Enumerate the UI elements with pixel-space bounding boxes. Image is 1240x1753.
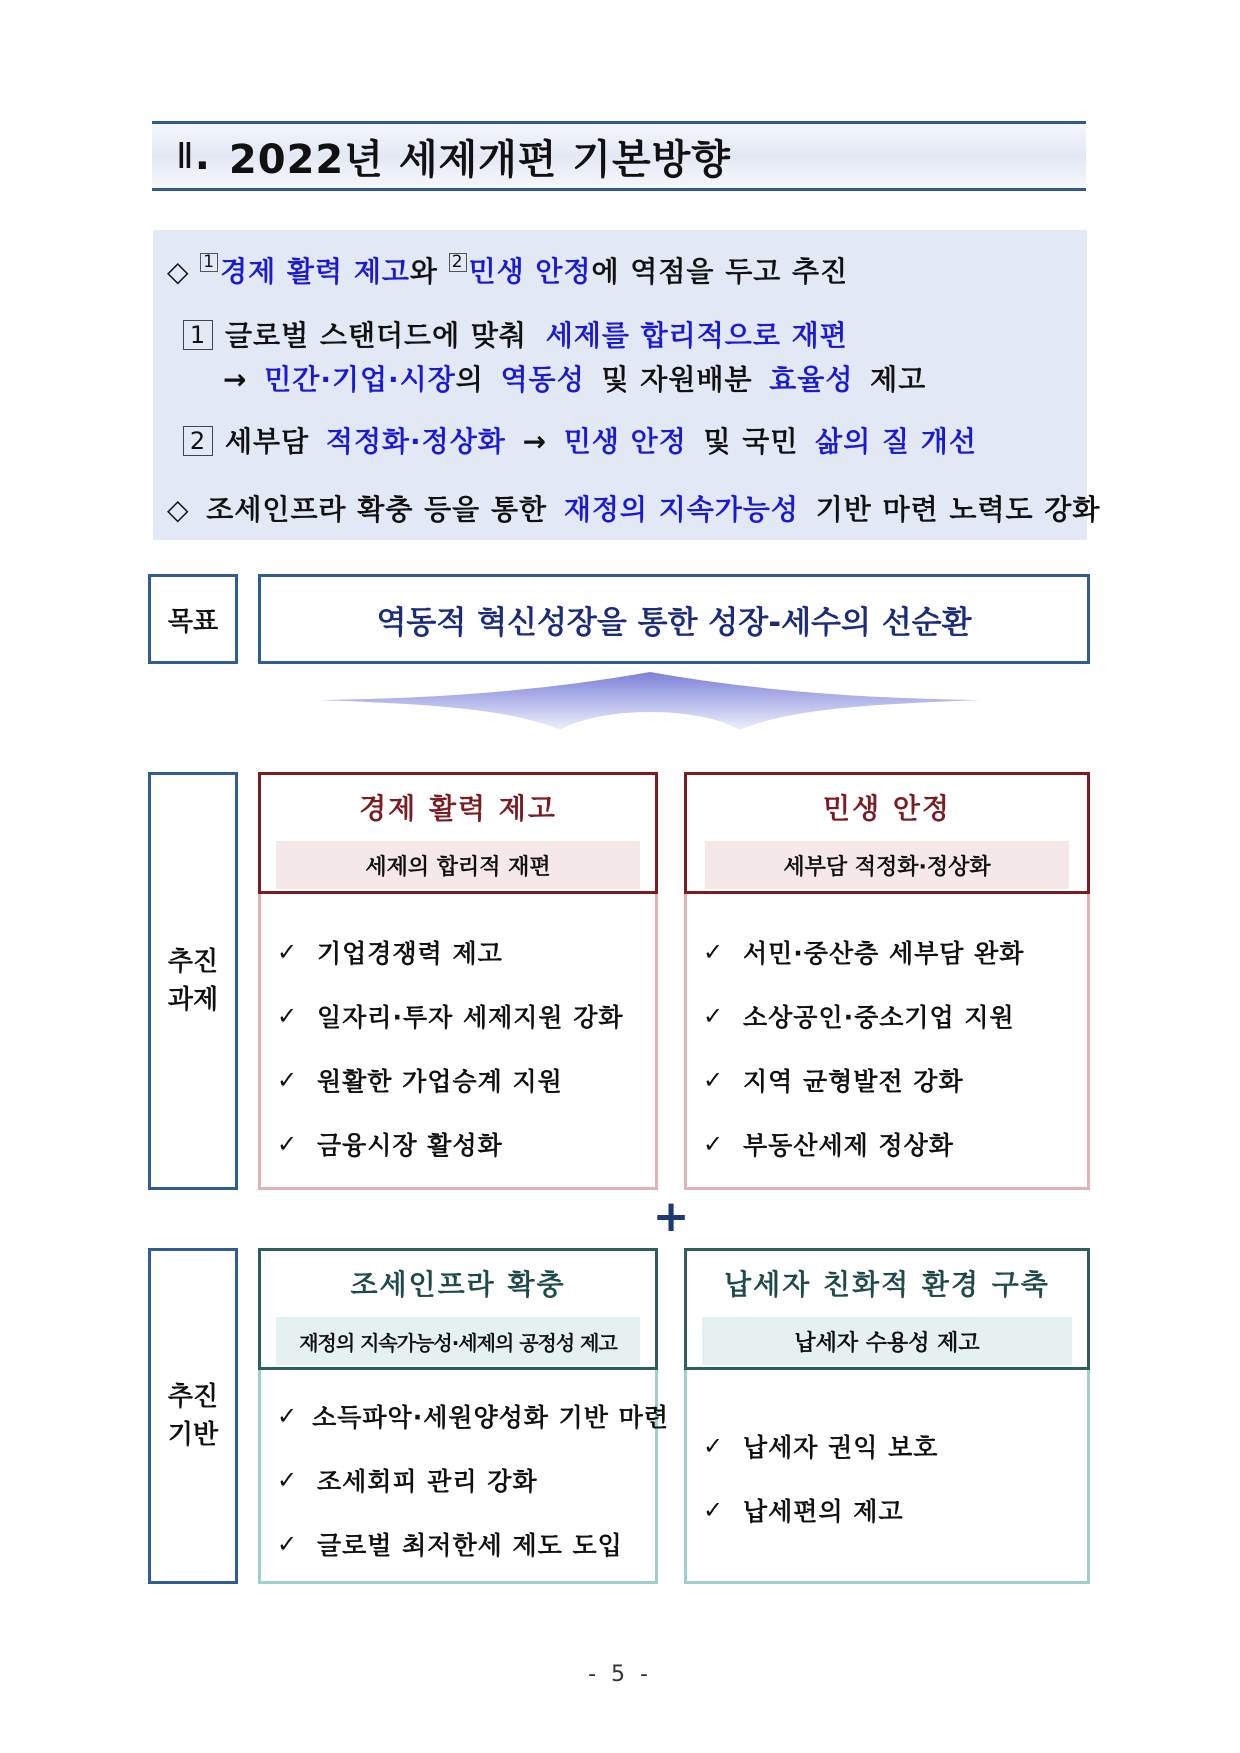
tasks-right-list	[684, 894, 1090, 1190]
list-item	[703, 1414, 1087, 1478]
goal-label	[148, 574, 238, 664]
tasks-right-header	[684, 772, 1090, 894]
list-item	[277, 984, 655, 1048]
list-item-text: 기업경쟁력 제고	[317, 939, 503, 968]
section-dot: .	[194, 133, 211, 179]
summary-item-1	[183, 314, 848, 354]
list-item	[277, 1512, 655, 1576]
base-right-list	[684, 1370, 1090, 1584]
emphasis-text: 삶의 질 개선	[815, 425, 977, 458]
list-item	[703, 1112, 1087, 1176]
plain-text: 에 역점을 두고 추진	[591, 255, 849, 288]
list-item	[703, 1048, 1087, 1112]
list-item-text: 소득파악·세원양성화 기반 마련	[312, 1403, 669, 1432]
marker-2: 2	[449, 253, 467, 272]
tasks-left-header	[258, 772, 658, 894]
summary-box	[153, 230, 1101, 540]
category-subtitle: 세부담 적정화·정상화	[705, 841, 1069, 889]
goal-box	[258, 574, 1090, 664]
list-item-text: 일자리·투자 세제지원 강화	[317, 1003, 624, 1032]
category-title: 조세인프라 확충	[350, 1268, 566, 1301]
list-item	[703, 920, 1087, 984]
category-subtitle: 세제의 합리적 재편	[276, 841, 640, 889]
list-item	[277, 1384, 669, 1448]
summary-item-1-result	[223, 358, 926, 398]
list-item-text: 납세자 권익 보호	[743, 1433, 939, 1462]
check-icon: ✓	[277, 1066, 299, 1094]
check-icon: ✓	[277, 1402, 299, 1430]
emphasis-text: 민생 안정	[563, 425, 687, 458]
check-icon: ✓	[703, 1432, 725, 1460]
plain-text: 글로벌 스탠더드에 맞춰	[225, 319, 527, 352]
section-title-text: 2022년 세제개편 기본방향	[228, 136, 731, 183]
plain-text: 조세인프라 확충 등을 통한	[206, 493, 548, 526]
plus-icon: +	[652, 1191, 690, 1242]
list-item-text: 원활한 가업승계 지원	[317, 1067, 563, 1096]
category-title: 민생 안정	[823, 792, 951, 825]
check-icon: ✓	[277, 1530, 299, 1558]
list-item-text: 금융시장 활성화	[317, 1131, 503, 1160]
list-item-text: 지역 균형발전 강화	[743, 1067, 964, 1096]
tasks-label-text: 추진 과제	[167, 947, 219, 1015]
diamond-bullet-icon: ◇	[167, 255, 190, 288]
list-item	[277, 920, 655, 984]
emphasis-text: 효율성	[769, 363, 854, 396]
tasks-label	[148, 772, 238, 1190]
summary-line-1	[167, 250, 848, 290]
up-arrow-graphic	[320, 668, 980, 738]
plain-text: 세부담	[225, 425, 310, 458]
base-label-text: 추진 기반	[167, 1382, 219, 1450]
list-item-text: 서민·중산층 세부담 완화	[743, 939, 1025, 968]
emphasis-text: 역동성	[500, 363, 585, 396]
category-title: 납세자 친화적 환경 구축	[724, 1268, 1050, 1301]
check-icon: ✓	[703, 938, 725, 966]
plain-text: 및 국민	[703, 425, 799, 458]
plain-text: 기반 마련 노력도 강화	[815, 493, 1101, 526]
list-item	[703, 1478, 1087, 1542]
category-subtitle: 납세자 수용성 제고	[702, 1317, 1072, 1365]
check-icon: ✓	[703, 1002, 725, 1030]
list-item-text: 글로벌 최저한세 제도 도입	[317, 1531, 623, 1560]
category-title: 경제 활력 제고	[359, 792, 557, 825]
diamond-bullet-icon: ◇	[167, 493, 190, 526]
summary-item-2	[183, 420, 977, 460]
base-left-list	[258, 1370, 669, 1584]
goal-label-text: 목표	[167, 606, 219, 637]
tasks-left-list	[258, 894, 658, 1190]
base-left-header	[258, 1248, 658, 1370]
plain-text: 제고	[870, 363, 927, 396]
check-icon: ✓	[703, 1496, 725, 1524]
emphasis-text: 세제를 합리적으로 재편	[545, 319, 848, 352]
section-numeral: Ⅱ	[176, 135, 195, 177]
check-icon: ✓	[703, 1130, 725, 1158]
check-icon: ✓	[703, 1066, 725, 1094]
marker-1: 1	[200, 253, 218, 272]
list-item	[277, 1448, 655, 1512]
list-item-text: 납세편의 제고	[743, 1497, 904, 1526]
emphasis-text: 적정화·정상화	[325, 425, 506, 458]
summary-line-2	[167, 488, 1100, 528]
emphasis-text: 경제 활력 제고	[220, 255, 410, 288]
list-item	[277, 1048, 655, 1112]
goal-content: 역동적 혁신성장을 통한 성장-세수의 선순환	[376, 604, 972, 641]
list-item	[703, 984, 1087, 1048]
check-icon: ✓	[277, 1002, 299, 1030]
list-item-text: 조세회피 관리 강화	[317, 1467, 538, 1496]
section-title	[152, 121, 1086, 191]
arrow-right-icon: →	[223, 363, 248, 396]
plain-text: 및 자원배분	[601, 363, 753, 396]
emphasis-text: 민간·기업·시장	[264, 363, 456, 396]
list-item-text: 부동산세제 정상화	[743, 1131, 954, 1160]
category-subtitle: 재정의 지속가능성·세제의 공정성 제고	[276, 1317, 640, 1365]
emphasis-text: 재정의 지속가능성	[563, 493, 799, 526]
check-icon: ✓	[277, 1466, 299, 1494]
list-item-text: 소상공인·중소기업 지원	[743, 1003, 1015, 1032]
base-label	[148, 1248, 238, 1584]
arrow-right-icon: →	[522, 425, 548, 458]
check-icon: ✓	[277, 938, 299, 966]
list-item	[277, 1112, 655, 1176]
base-right-header	[684, 1248, 1090, 1370]
number-box: 2	[183, 426, 213, 456]
plain-text: 와	[409, 255, 438, 288]
check-icon: ✓	[277, 1130, 299, 1158]
number-box: 1	[183, 320, 213, 350]
emphasis-text: 민생 안정	[468, 255, 592, 288]
plain-text: 의	[455, 363, 484, 396]
page-number: - 5 -	[588, 1662, 652, 1687]
